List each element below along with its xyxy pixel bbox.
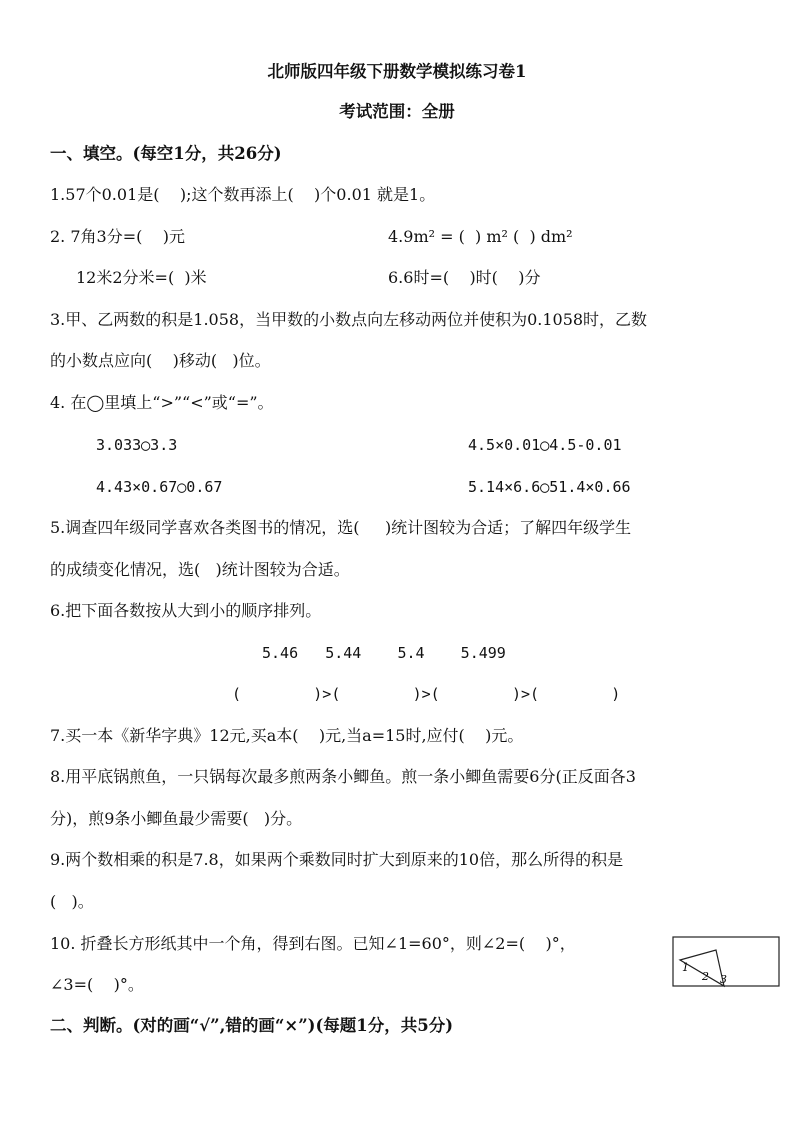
angle-label-3: 3 xyxy=(720,973,727,986)
question-10-line-1: 10. 折叠长方形纸其中一个角，得到右图。已知∠1=60°，则∠2=( )°， xyxy=(50,934,576,953)
question-4c: 4.43×0.67◯0.67 xyxy=(96,478,223,496)
question-5-line-2: 的成绩变化情况，选( )统计图较为合适。 xyxy=(50,560,350,579)
question-2c: 12米2分米=( )米 xyxy=(76,268,207,287)
question-5-line-1: 5.调查四年级同学喜欢各类图书的情况，选( )统计图较为合适；了解四年级学生 xyxy=(50,518,632,537)
question-2d: 6.6时=( )时( )分 xyxy=(388,268,541,287)
angle-label-1: 1 xyxy=(682,961,689,974)
question-7: 7.买一本《新华字典》12元,买a本( )元,当a=15时,应付( )元。 xyxy=(50,726,524,745)
question-4b: 4.5×0.01◯4.5-0.01 xyxy=(468,436,622,454)
question-8-line-1: 8.用平底锅煎鱼，一只锅每次最多煎两条小鲫鱼。煎一条小鲫鱼需要6分(正反面各3 xyxy=(50,767,636,786)
section-2-heading: 二、判断。(对的画“√”,错的画“×”)(每题1分，共5分) xyxy=(50,1016,454,1035)
folded-paper-figure xyxy=(672,936,782,988)
question-8-line-2: 分)，煎9条小鲫鱼最少需要( )分。 xyxy=(50,809,303,828)
page-title: 北师版四年级下册数学模拟练习卷1 xyxy=(267,62,527,81)
question-3-line-1: 3.甲、乙两数的积是1.058，当甲数的小数点向左移动两位并使积为0.1058时，乙数 xyxy=(50,310,648,329)
question-2a: 2. 7角3分=( )元 xyxy=(50,227,185,246)
question-2b: 4.9m² = ( ) m² ( ) dm² xyxy=(388,227,573,246)
question-4: 4. 在◯里填上“>”“<”或“=”。 xyxy=(50,393,274,412)
angle-label-2: 2 xyxy=(702,970,709,983)
question-9-line-2: ( )。 xyxy=(50,892,94,911)
question-6: 6.把下面各数按从大到小的顺序排列。 xyxy=(50,601,322,620)
question-4a: 3.033◯3.3 xyxy=(96,436,178,454)
question-9-line-1: 9.两个数相乘的积是7.8，如果两个乘数同时扩大到原来的10倍，那么所得的积是 xyxy=(50,850,624,869)
question-1: 1.57个0.01是( );这个数再添上( )个0.01 就是1。 xyxy=(50,185,436,204)
question-6-blanks: ( )>( )>( )>( ) xyxy=(232,685,621,703)
question-6-numbers: 5.46 5.44 5.4 5.499 xyxy=(262,644,506,662)
section-1-heading: 一、填空。(每空1分，共26分) xyxy=(50,144,282,163)
question-4d: 5.14×6.6◯51.4×0.66 xyxy=(468,478,631,496)
question-10-line-2: ∠3=( )°。 xyxy=(50,975,144,994)
page-subtitle: 考试范围：全册 xyxy=(339,102,455,121)
question-3-line-2: 的小数点应向( )移动( )位。 xyxy=(50,351,271,370)
